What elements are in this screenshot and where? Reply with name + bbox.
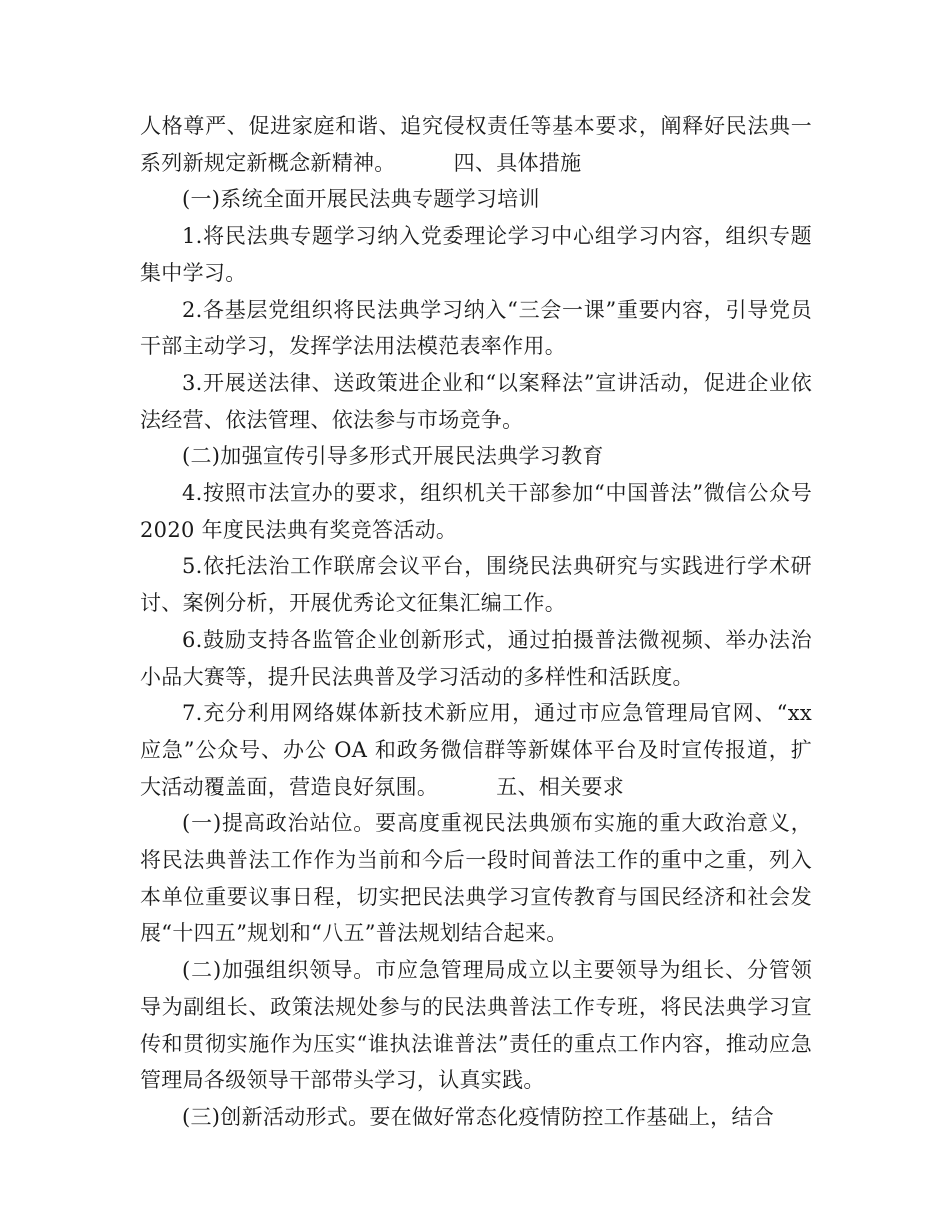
paragraph-text: 7.充分利用网络媒体新技术新应用，通过市应急管理局官网、“xx 应急”公众号、办公 OA 和政务微信群等新媒体平台及时宣传报道，扩大活动覆盖面，营造良好氛围。 [140,701,812,799]
paragraph-0 [140,108,812,181]
document-body [140,108,812,1136]
section-heading-4: 四、具体措施 [453,150,582,175]
paragraph-text: (一)提高政治站位。要高度重视民法典颁布实施的重大政治意义，将民法典普法工作作为当前和今后一段时间普法工作的重中之重，列入本单位重要议事日程，切实把民法典学习宣传教育与国民经济和社会发展“十四五”规划和“八五”普法规划结合起来。 [140,811,812,946]
paragraph-text: 4.按照市法宣办的要求，组织机关干部参加“中国普法”微信公众号 2020 年度民法典有奖竞答活动。 [140,481,812,542]
paragraph-4 [140,365,812,438]
paragraph-text: (二)加强组织领导。市应急管理局成立以主要领导为组长、分管领导为副组长、政策法规处参与的民法典普法工作专班，将民法典学习宣传和贯彻实施作为压实“谁执法谁普法”责任的重点工作内容，推动应急管理局各级领导干部带头学习，认真实践。 [140,958,812,1093]
paragraph-3 [140,292,812,365]
paragraph-6 [140,475,812,548]
subsection-heading: (一)系统全面开展民法典专题学习培训 [182,187,540,212]
paragraph-text: (三)创新活动形式。要在做好常态化疫情防控工作基础上，结合 [182,1104,775,1129]
paragraph-2 [140,218,812,291]
paragraph-8 [140,622,812,695]
paragraph-text: 3.开展送法律、送政策进企业和“以案释法”宣讲活动，促进企业依法经营、依法管理、依法参与市场竞争。 [140,370,812,432]
paragraph-text: 2.各基层党组织将民法典学习纳入“三会一课”重要内容，引导党员干部主动学习，发挥学法用法模范表率作用。 [140,297,812,359]
paragraph-11 [140,952,812,1099]
paragraph-9 [140,695,812,805]
paragraph-1 [140,181,812,218]
paragraph-7 [140,548,812,621]
paragraph-text: 1.将民法典专题学习纳入党委理论学习中心组学习内容，组织专题集中学习。 [140,224,812,285]
paragraph-text: 人格尊严、促进家庭和谐、追究侵权责任等基本要求，阐释好民法典一系列新规定新概念新精神。 [140,114,812,175]
paragraph-text: 5.依托法治工作联席会议平台，围绕民法典研究与实践进行学术研讨、案例分析，开展优秀论文征集汇编工作。 [140,554,812,616]
section-heading-5: 五、相关要求 [496,774,625,799]
paragraph-5 [140,438,812,475]
subsection-heading: (二)加强宣传引导多形式开展民法典学习教育 [182,444,604,469]
paragraph-10 [140,805,812,952]
paragraph-text: 6.鼓励支持各监管企业创新形式，通过拍摄普法微视频、举办法治小品大赛等，提升民法典普及学习活动的多样性和活跃度。 [140,627,812,689]
paragraph-12 [140,1099,812,1136]
